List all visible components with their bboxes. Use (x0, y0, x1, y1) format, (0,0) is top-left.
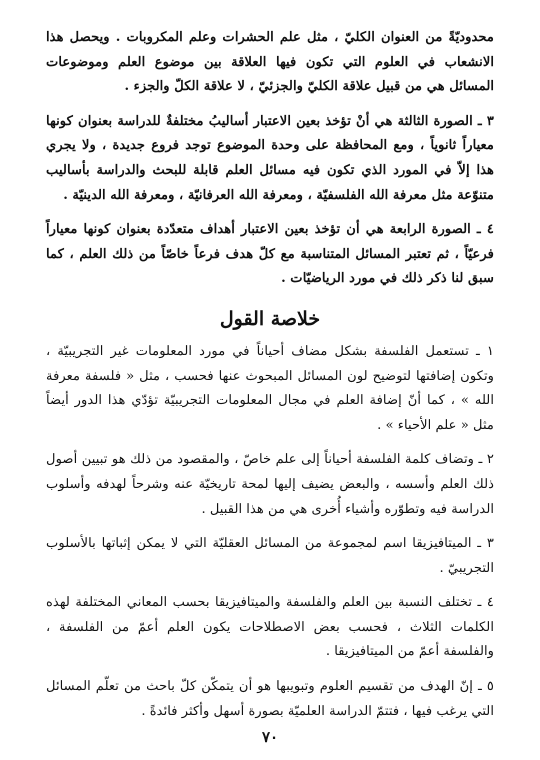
summary-item-2: ٢ ـ وتضاف كلمة الفلسفة أحياناً إلى علم خاصّ ، والمقصود من ذلك هو تبيين أصول ذلك العلم وأسسه ، والبعض يضيف إليها لمحة تاريخيّة عنه وشرحاً لهدفه وأسلوب الدراسة فيه وتطوّره وأشياء أُخرى هي من هذا القبيل . (46, 452, 494, 517)
summary-item-3: ٣ ـ الميتافيزيقا اسم لمجموعة من المسائل العقليّة التي لا يمكن إثباتها بالأسلوب التجريبيّ . (46, 536, 494, 576)
paragraph-form-4: ٤ ـ الصورة الرابعة هي أن تؤخذ بعين الاعتبار أهداف متعدّدة بعنوان كونها معياراً فرعيّاً ، ثم تعتبر المسائل المتناسبة مع كلّ هدف فرعاً خاصّاً من ذلك العلم ، كما سبق لنا ذكر ذلك في مورد الرياضيّات . (46, 222, 494, 287)
intro-paragraph: محدوديّةً من العنوان الكليّ ، مثل علم الحشرات وعلم المكروبات . ويحصل هذا الانشعاب في العلوم التي تكون فيها العلاقة بين موضوع العلم وموضوعات المسائل هي من قبيل علاقة الكليّ والجزئيّ ، لا علاقة الكلّ والجزء . (46, 30, 494, 95)
page-number: ٧٠ (261, 728, 279, 746)
summary-item-4: ٤ ـ تختلف النسبة بين العلم والفلسفة والميتافيزيقا بحسب المعاني المختلفة لهذه الكلمات الثلاث ، فحسب بعض الاصطلاحات يكون العلم أعمّ من الفلسفة ، والفلسفة أعمّ من الميتافيزيقا . (46, 595, 494, 660)
summary-item-5: ٥ ـ إنّ الهدف من تقسيم العلوم وتبويبها هو أن يتمكّن كلّ باحث من تعلّم المسائل التي يرغب فيها ، فتتمّ الدراسة العلميّة بصورة أسهل وأكثر فائدةً . (46, 679, 494, 719)
paragraph-form-3: ٣ ـ الصورة الثالثة هي أنْ تؤخذ بعين الاعتبار أساليبُ مختلفةٌ للدراسة بعنوان كونها معياراً ثانوياً ، ومع المحافظة على وحدة الموضوع توجد فروع جديدة ، ولا يجري هذا إلاّ في المورد الذي تكون فيه مسائل العلم قابلة للبحث والدراسة بأساليب متنوّعة مثل معرفة الله الفلسفيّة ، ومعرفة الله العرفانيّة ، ومعرفة الله الدينيّة . (46, 113, 494, 203)
section-heading: خلاصة القول (219, 307, 321, 330)
summary-item-1: ١ ـ تستعمل الفلسفة بشكل مضاف أحياناً في مورد المعلومات غير التجريبيّة ، وتكون إضافتها لتوضيح لون المسائل المبحوث عنها فحسب ، مثل « فلسفة معرفة الله » ، كما أنّ إضافة العلم في مجال المعلومات التجريبيّة تؤدّي هذا الدور أيضاً مثل « علم الأحياء » . (46, 343, 494, 433)
